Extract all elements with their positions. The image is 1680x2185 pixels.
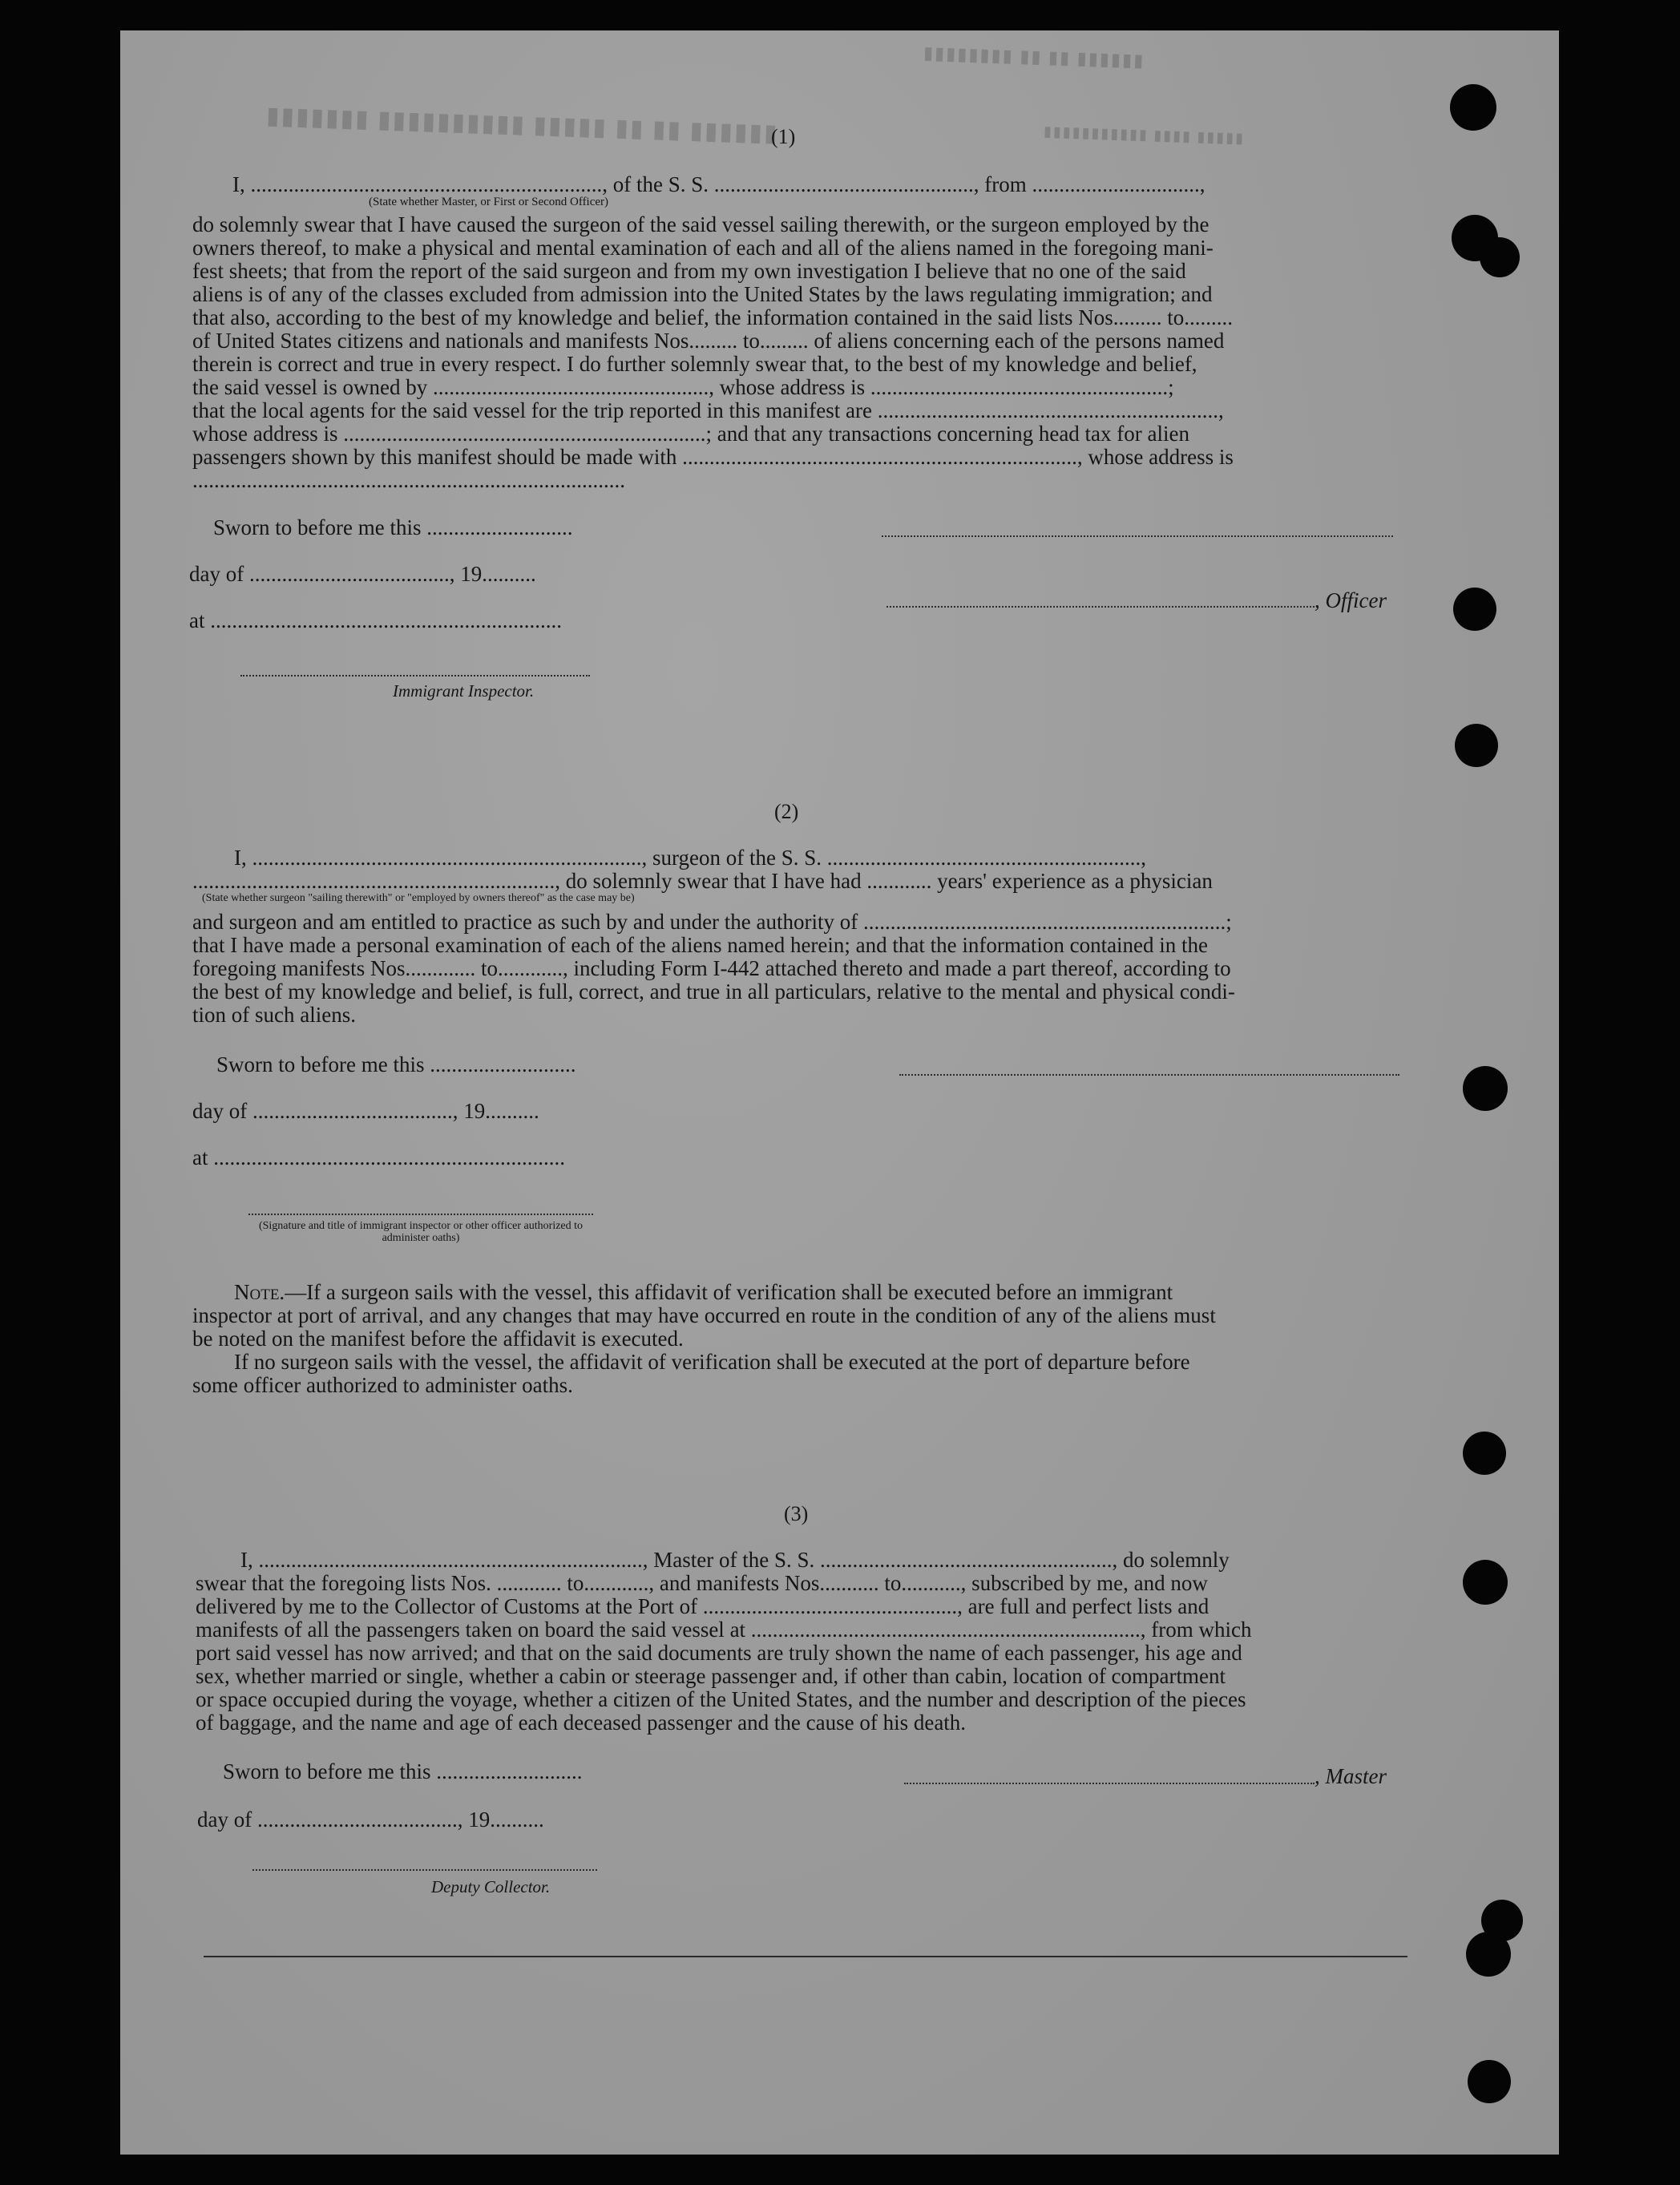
note-line: some officer authorized to administer oaths. <box>192 1373 573 1397</box>
text-line: foregoing manifests Nos............. to............, including Form I-442 attached thereto and made a part thereof, according to <box>192 956 1231 980</box>
text-line: therein is correct and true in every respect. I do further solemnly swear that, to the best of my knowledge and belief, <box>192 352 1197 376</box>
text-line: sex, whether married or single, whether a cabin or steerage passenger and, if other than cabin, location of compartment <box>196 1664 1226 1688</box>
punch-hole <box>1466 1932 1511 1977</box>
day-of-line: day of ....................................., 19.......... <box>189 562 536 586</box>
officer-label: , Officer <box>1315 588 1387 612</box>
bottom-rule <box>204 1956 1407 1957</box>
master-signature-line <box>904 1783 1315 1784</box>
inspector-signature-line <box>248 1214 593 1215</box>
signature-line <box>899 1074 1399 1076</box>
sworn-line: Sworn to before me this ........................... <box>223 1759 583 1783</box>
text-line: or space occupied during the voyage, whether a citizen of the United States, and the number and description of the pieces <box>196 1687 1246 1711</box>
collector-label: Deputy Collector. <box>431 1877 551 1896</box>
punch-hole <box>1468 2060 1511 2103</box>
bleed-through-mark: ▮▮▮▮▮ ▮▮▮▮ ▮▮▮▮▮▮▮▮▮▮▮ <box>1041 123 1244 147</box>
text-line: and surgeon and am entitled to practice as such by and under the authority of ...................................................................; <box>192 910 1232 934</box>
punch-hole <box>1455 724 1498 767</box>
text-line: ................................................................................ <box>192 468 625 492</box>
bleed-through-mark: ▮▮▮▮▮▮ ▮▮ ▮▮ ▮▮▮▮▮▮▮▮ <box>921 42 1144 71</box>
text-line: whose address is ...................................................................; and that any transactions concerning head tax for alien <box>192 422 1189 446</box>
signature-caption <box>256 1220 585 1244</box>
text-line: I, ......................................................................., Master of the S. S. ......................................................, do solemnly <box>240 1548 1230 1572</box>
punch-hole <box>1463 1560 1508 1605</box>
punch-hole <box>1480 237 1520 277</box>
officer-signature-line <box>886 606 1315 608</box>
master-text: Master <box>1325 1764 1387 1788</box>
signature-line <box>882 535 1393 537</box>
text-line: fest sheets; that from the report of the said surgeon and from my own investigation I believe that no one of the said <box>192 259 1186 283</box>
collector-signature-line <box>252 1869 597 1871</box>
at-line: at ................................................................. <box>192 1145 565 1169</box>
note-label: Note. <box>234 1280 285 1304</box>
text-line: of baggage, and the name and age of each deceased passenger and the cause of his death. <box>196 1710 967 1735</box>
text-line: manifests of all the passengers taken on board the said vessel at ........................................................................, from which <box>196 1618 1252 1642</box>
text-line: that also, according to the best of my knowledge and belief, the information contained in the said lists Nos......... to......... <box>192 305 1233 329</box>
text-line: delivered by me to the Collector of Customs at the Port of ..............................................., are full and perfect lists and <box>196 1594 1210 1618</box>
day-of-line: day of ....................................., 19.......... <box>197 1807 544 1832</box>
master-label: , Master <box>1315 1764 1387 1788</box>
document-page <box>120 30 1559 2155</box>
text-line: that the local agents for the said vessel for the trip reported in this manifest are ..............................................................., <box>192 398 1224 422</box>
text-line: the best of my knowledge and belief, is full, correct, and true in all particulars, relative to the mental and physical condi- <box>192 979 1235 1004</box>
punch-hole <box>1453 588 1496 631</box>
text-line: passengers shown by this manifest should be made with ........................................................................., whose address is <box>192 445 1234 469</box>
officer-text: Officer <box>1325 588 1387 612</box>
section-2-line: ..................................................................., do solemnly swear that I have had ............ years' experience as a physician <box>192 869 1213 893</box>
section-2-caption: (State whether surgeon "sailing therewith" or "employed by owners thereof" as the case may be) <box>202 892 635 904</box>
text-line: tion of such aliens. <box>192 1003 356 1027</box>
text-line: that I have made a personal examination of each of the aliens named herein; and that the information contained in the <box>192 933 1209 957</box>
day-of-line: day of ....................................., 19.......... <box>192 1099 539 1123</box>
note-line <box>234 1281 1173 1305</box>
section-2-line: I, ........................................................................, surgeon of the S. S. .........................................................., <box>234 846 1146 870</box>
punch-hole <box>1463 1066 1508 1111</box>
punch-hole <box>1463 1432 1506 1475</box>
note-line: If no surgeon sails with the vessel, the affidavit of verification shall be executed at the port of departure before <box>234 1350 1190 1374</box>
note-line: be noted on the manifest before the affidavit is executed. <box>192 1327 684 1351</box>
section-1-caption: (State whether Master, or First or Second Officer) <box>369 196 609 208</box>
text-line: the said vessel is owned by ..................................................., whose address is .......................................................; <box>192 375 1174 399</box>
sworn-line: Sworn to before me this ........................... <box>216 1052 576 1076</box>
section-1-line: I, ................................................................., of the S. S. ................................................, from ..............................., <box>232 172 1205 196</box>
inspector-label: Immigrant Inspector. <box>393 681 535 701</box>
text-line: swear that the foregoing lists Nos. ............ to............, and manifests Nos........... to..........., subscribed by me, and now <box>196 1571 1208 1595</box>
section-2-number: (2) <box>774 800 799 823</box>
note-line: inspector at port of arrival, and any changes that may have occurred en route in the condition of any of the aliens must <box>192 1303 1216 1327</box>
signature-caption-text: (Signature and title of immigrant inspector or other officer authorized to administer oaths) <box>258 1220 584 1244</box>
text-line: port said vessel has now arrived; and that on the said documents are truly shown the name of each passenger, his age and <box>196 1641 1242 1665</box>
at-line: at ................................................................. <box>189 608 562 632</box>
inspector-signature-line <box>240 675 590 677</box>
punch-hole <box>1450 84 1496 131</box>
bleed-through-mark: ▮▮▮▮▮▮ ▮▮ ▮▮ ▮▮▮▮▮ ▮▮▮▮▮▮▮▮▮▮ ▮▮▮▮▮▮▮ <box>264 102 778 147</box>
text-line: aliens is of any of the classes excluded from admission into the United States by the laws regulating immigration; and <box>192 282 1213 306</box>
sworn-line: Sworn to before me this ........................... <box>213 515 573 539</box>
section-3-number: (3) <box>784 1502 809 1525</box>
text-line: do solemnly swear that I have caused the surgeon of the said vessel sailing therewith, or the surgeon employed by the <box>192 212 1210 236</box>
text-line: owners thereof, to make a physical and mental examination of each and all of the aliens named in the foregoing mani- <box>192 236 1214 260</box>
text-line: of United States citizens and nationals and manifests Nos......... to......... of aliens concerning each of the persons named <box>192 329 1225 353</box>
note-text: —If a surgeon sails with the vessel, this affidavit of verification shall be executed before an immigrant <box>285 1280 1173 1304</box>
section-1-number: (1) <box>771 125 796 148</box>
